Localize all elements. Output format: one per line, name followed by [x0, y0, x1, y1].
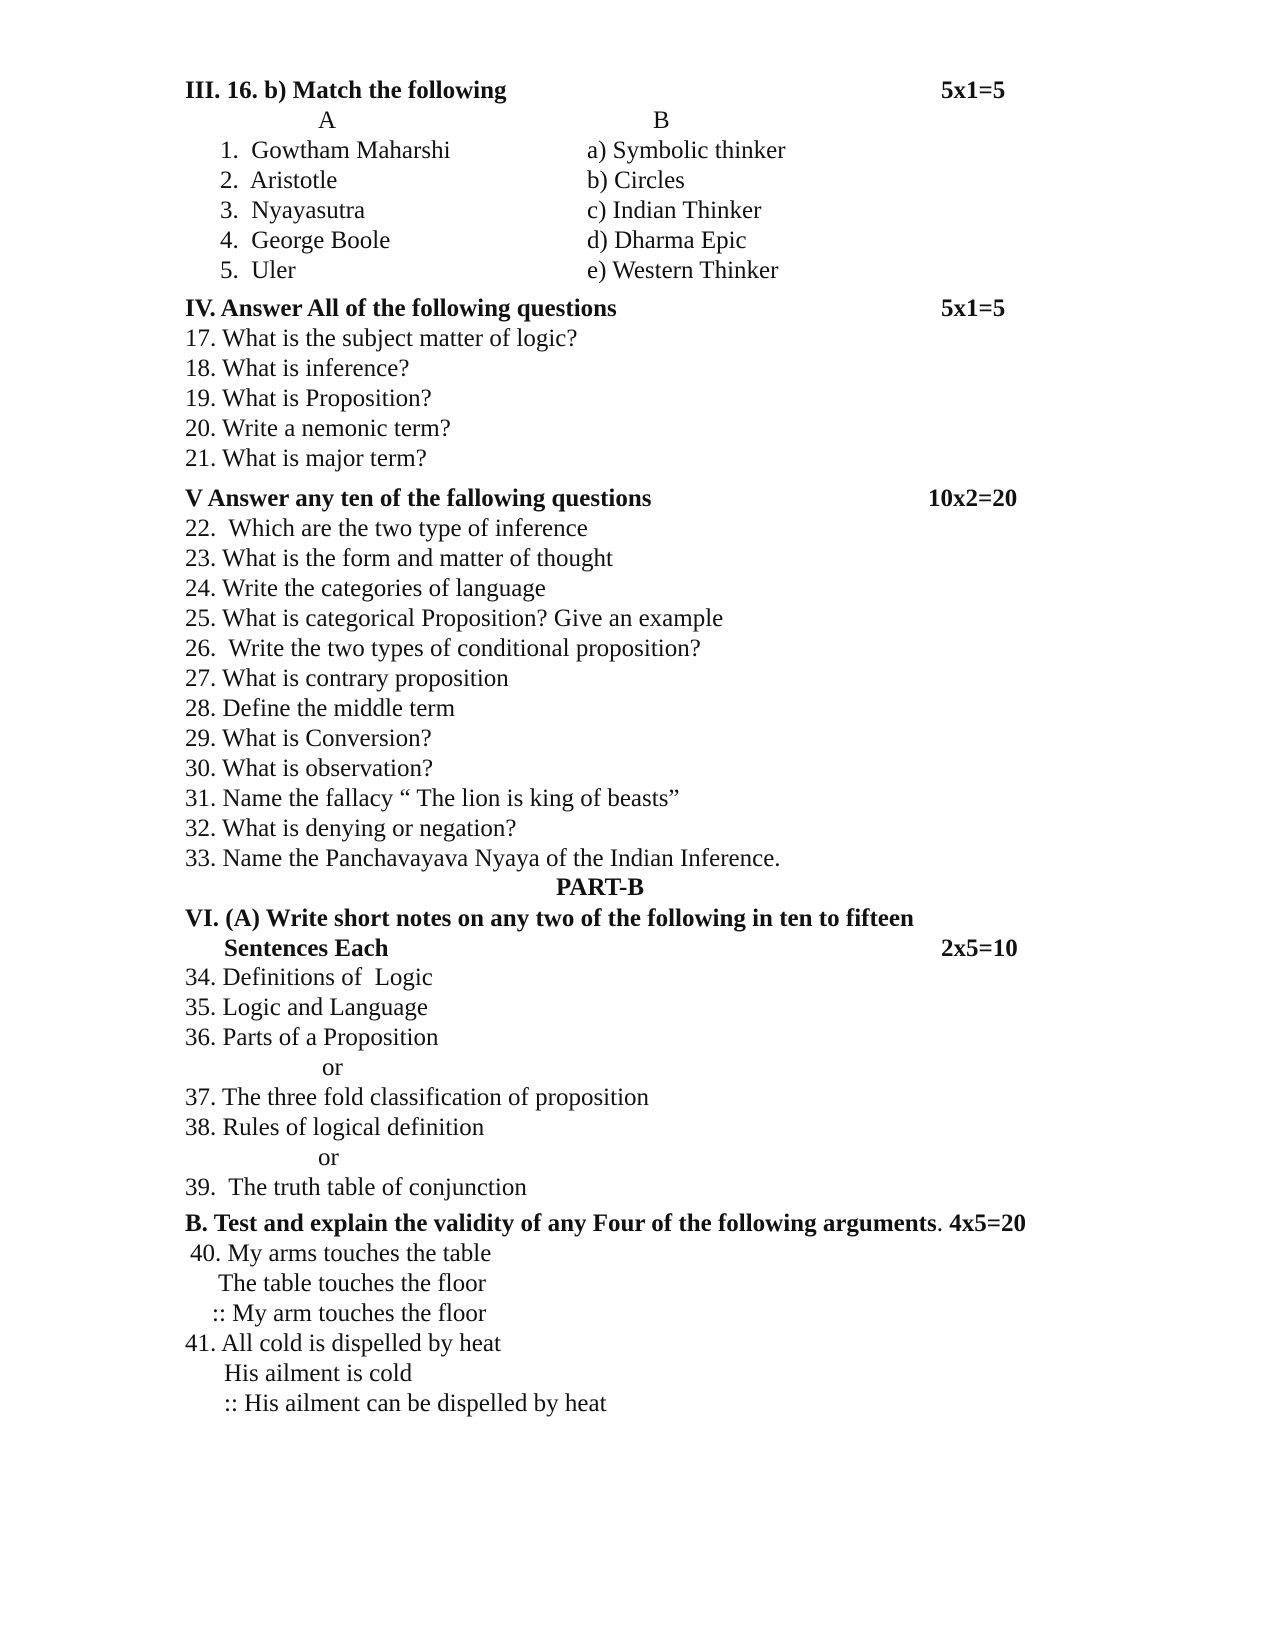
section-vi-heading: VI. (A) Write short notes on any two of the following in ten to fifteen: [185, 905, 914, 932]
question-item: 31. Name the fallacy “ The lion is king of beasts”: [185, 785, 680, 812]
part-b-title: PART-B: [556, 874, 645, 901]
or-separator: or: [322, 1054, 343, 1081]
match-b-item: a) Symbolic thinker: [587, 137, 786, 164]
question-item: 25. What is categorical Proposition? Give an example: [185, 605, 724, 632]
question-item: 33. Name the Panchavayava Nyaya of the Indian Inference.: [185, 845, 781, 872]
question-item: 39. The truth table of conjunction: [185, 1174, 527, 1201]
question-item: 38. Rules of logical definition: [185, 1114, 485, 1141]
section-iv-heading: IV. Answer All of the following questions: [185, 295, 617, 322]
match-a-item: 5. Uler: [220, 257, 296, 284]
question-item: 28. Define the middle term: [185, 695, 456, 722]
question-item: 17. What is the subject matter of logic?: [185, 325, 578, 352]
column-a-header: A: [318, 107, 337, 134]
match-a-item: 3. Nyayasutra: [220, 197, 366, 224]
section-iii-heading: III. 16. b) Match the following: [185, 77, 507, 104]
section-vi-heading-cont: Sentences Each: [224, 935, 389, 962]
argument-line: :: My arm touches the floor: [212, 1300, 487, 1327]
question-item: 18. What is inference?: [185, 355, 410, 382]
section-b-marks: 4x5=20: [949, 1210, 1026, 1237]
section-iv-marks: 5x1=5: [941, 295, 1006, 322]
question-item: 22. Which are the two type of inference: [185, 515, 588, 542]
match-a-item: 2. Aristotle: [220, 167, 338, 194]
or-separator: or: [318, 1144, 339, 1171]
section-v-heading: V Answer any ten of the fallowing questions: [185, 485, 652, 512]
argument-line: The table touches the floor: [218, 1270, 486, 1297]
question-item: 20. Write a nemonic term?: [185, 415, 451, 442]
question-item: 27. What is contrary proposition: [185, 665, 509, 692]
question-item: 26. Write the two types of conditional proposition?: [185, 635, 701, 662]
section-iii-marks: 5x1=5: [941, 77, 1006, 104]
match-a-item: 1. Gowtham Maharshi: [220, 137, 451, 164]
question-item: 23. What is the form and matter of thought: [185, 545, 613, 572]
match-b-item: b) Circles: [587, 167, 685, 194]
argument-line: 40. My arms touches the table: [190, 1240, 492, 1267]
section-b-heading-line: [185, 1209, 1026, 1239]
question-item: 36. Parts of a Proposition: [185, 1024, 439, 1051]
section-v-marks: 10x2=20: [928, 485, 1018, 512]
question-item: 19. What is Proposition?: [185, 385, 432, 412]
question-item: 37. The three fold classification of proposition: [185, 1084, 650, 1111]
section-vi-marks: 2x5=10: [941, 935, 1018, 962]
match-b-item: d) Dharma Epic: [587, 227, 747, 254]
question-item: 21. What is major term?: [185, 445, 427, 472]
question-item: 32. What is denying or negation?: [185, 815, 517, 842]
match-b-item: c) Indian Thinker: [587, 197, 762, 224]
question-item: 24. Write the categories of language: [185, 575, 546, 602]
question-item: 30. What is observation?: [185, 755, 434, 782]
question-item: 29. What is Conversion?: [185, 725, 432, 752]
match-b-item: e) Western Thinker: [587, 257, 779, 284]
question-item: 34. Definitions of Logic: [185, 964, 433, 991]
column-b-header: B: [653, 107, 670, 134]
section-b-heading: B. Test and explain the validity of any Four of the following arguments: [185, 1210, 937, 1237]
argument-line: :: His ailment can be dispelled by heat: [224, 1390, 607, 1417]
argument-line: His ailment is cold: [224, 1360, 413, 1387]
match-a-item: 4. George Boole: [220, 227, 391, 254]
question-item: 35. Logic and Language: [185, 994, 428, 1021]
section-b-heading-dot: .: [936, 1210, 943, 1237]
argument-line: 41. All cold is dispelled by heat: [185, 1330, 501, 1357]
